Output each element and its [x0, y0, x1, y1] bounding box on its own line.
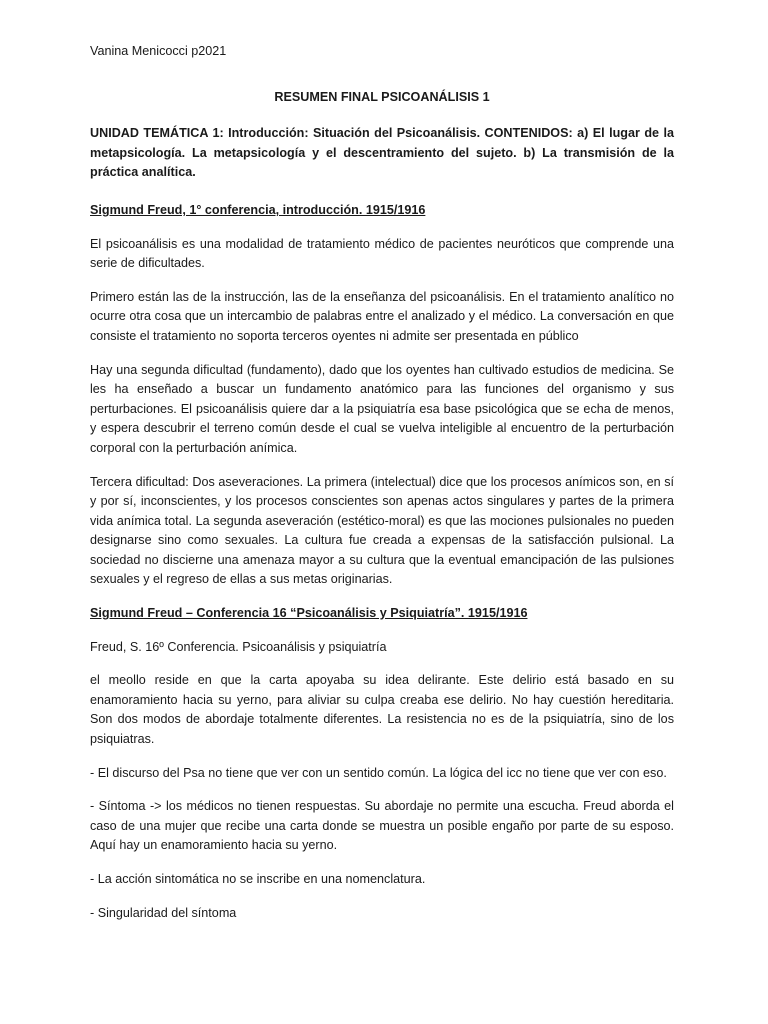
paragraph: Hay una segunda dificultad (fundamento), dado que los oyentes han cultivado estudios de medicina. Se les ha enseñado a buscar un fundamento anatómico para las funciones del organismo y sus perturbaciones. El psicoanálisis quiere dar a la psiquiatría esa base psicológica que se echa de menos, y espera descubrir el terreno común desde el cual se vuelva inteligible al encuentro de la perturbación corporal con la perturbación anímica.: [90, 362, 674, 455]
author-header: Vanina Menicocci p2021: [90, 44, 227, 58]
unit-heading: UNIDAD TEMÁTICA 1: Introducción: Situación del Psicoanálisis. CONTENIDOS: a) El lugar de la metapsicología. La metapsicología y el descentramiento del sujeto. b) La transmisión de la práctica analítica.: [90, 126, 674, 180]
section-freud-conferencia-1: [90, 201, 674, 590]
list-item: - La acción sintomática no se inscribe en una nomenclatura.: [90, 872, 426, 886]
paragraph: el meollo reside en que la carta apoyaba su idea delirante. Este delirio está basado en su enamoramiento hacia su yerno, para aliviar su culpa creaba ese delirio. No hay cuestión hereditaria. Son dos modos de abordaje totalmente diferentes. La resistencia no es de la psiquiatría, sino de los psiquiatras.: [90, 673, 674, 747]
paragraph: Primero están las de la instrucción, las de la enseñanza del psicoanálisis. En el tratamiento analítico no ocurre otra cosa que un intercambio de palabras entre el analizado y el médico. La conversación en que consiste el tratamiento no soporta terceros oyentes ni admite ser presentada en público: [90, 289, 674, 343]
list-item: - El discurso del Psa no tiene que ver con un sentido común. La lógica del icc no tiene que ver con eso.: [90, 765, 667, 780]
section-freud-conferencia-16: [90, 604, 674, 923]
paragraph: Freud, S. 16º Conferencia. Psicoanálisis y psiquiatría: [90, 639, 387, 654]
section-heading: Sigmund Freud – Conferencia 16 “Psicoanálisis y Psiquiatría”. 1915/1916: [90, 606, 528, 621]
document-title: RESUMEN FINAL PSICOANÁLISIS 1: [274, 89, 490, 104]
document-page: [90, 42, 674, 937]
section-heading: Sigmund Freud, 1° conferencia, introducción. 1915/1916: [90, 202, 426, 217]
paragraph: El psicoanálisis es una modalidad de tratamiento médico de pacientes neuróticos que comprende una serie de dificultades.: [90, 236, 674, 271]
paragraph: Tercera dificultad: Dos aseveraciones. La primera (intelectual) dice que los procesos anímicos son, en sí y por sí, inconscientes, y los procesos conscientes son apenas actos singulares y partes de la primera vida anímica total. La segunda aseveración (estético-moral) es que las mociones pulsionales no pueden designarse sino como sexuales. La cultura fue creada a expensas de la satisfacción pulsional. La sociedad no discierne una amenaza mayor a su cultura que la eventual emancipación de las pulsiones sexuales y el regreso de ellas a sus metas originarias.: [90, 474, 674, 587]
list-item: - Singularidad del síntoma: [90, 905, 237, 920]
list-item: - Síntoma -> los médicos no tienen respuestas. Su abordaje no permite una escucha. Freud aborda el caso de una mujer que recibe una carta donde se muestra un posible engaño por parte de su esposo. Aquí hay un enamoramiento hacia su yerno.: [90, 799, 674, 853]
